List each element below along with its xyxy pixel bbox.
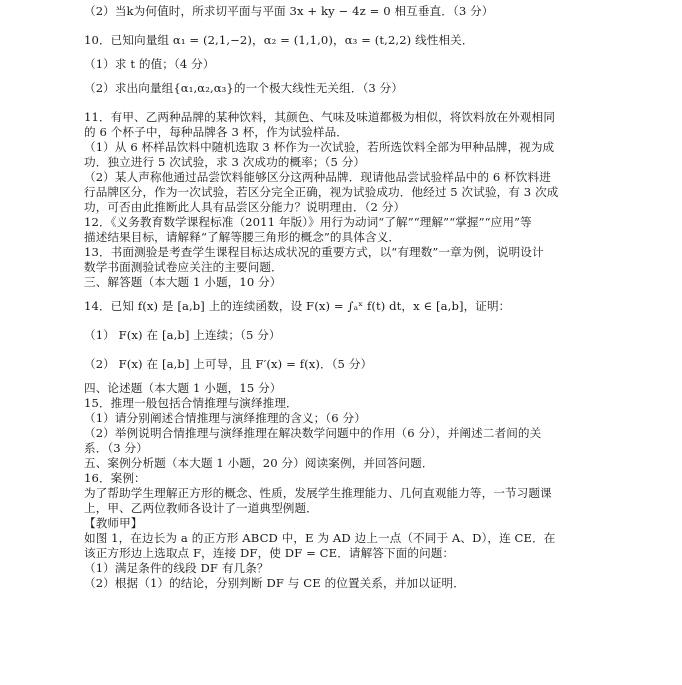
question-10-part-1: （1）求 t 的值；（4 分）	[84, 57, 215, 71]
document-page	[84, 4, 624, 591]
question-12-line-2: 描述结果目标，请解释“了解等腰三角形的概念”的具体含义．	[84, 230, 401, 244]
question-15-part-2-line-2: 系．（3 分）	[84, 441, 148, 455]
teacher-a-problem-line-2: 该正方形边上选取点 F，连接 DF，使 DF = CE．请解答下面的问题：	[84, 546, 455, 560]
teacher-a-question-2: （2）根据（1）的结论，分别判断 DF 与 CE 的位置关系，并加以证明．	[84, 576, 465, 590]
section-4-heading: 四、论述题（本大题 1 小题，15 分）	[84, 381, 282, 395]
section-5-heading: 五、案例分析题（本大题 1 小题，20 分）阅读案例，并回答问题．	[84, 456, 434, 470]
section-3-heading: 三、解答题（本大题 1 小题，10 分）	[84, 275, 282, 289]
teacher-a-heading: 【教师甲】	[84, 516, 143, 530]
case-intro-line-1: 为了帮助学生理解正方形的概念、性质，发展学生推理能力、几何直观能力等，一节习题课	[84, 486, 552, 500]
question-10-part-2: （2）求出向量组{α₁,α₂,α₃}的一个极大线性无关组．（3 分）	[84, 81, 404, 95]
question-10: 10．已知向量组 α₁ = (2,1,−2)，α₂ = (1,1,0)，α₃ = (t,2,2) 线性相关．	[84, 33, 474, 47]
question-9-part-2: （2）当k为何值时，所求切平面与平面 3x + ky − 4z = 0 相互垂直．（3 分）	[84, 4, 494, 18]
question-11-part-1-line-1: （1）从 6 杯样品饮料中随机选取 3 杯作为一次试验，若所选饮料全部为甲种品牌，视为成	[84, 140, 555, 154]
question-11-line-1: 11．有甲、乙两种品牌的某种饮料，其颜色、气味及味道都极为相似，将饮料放在外观相同	[84, 110, 556, 124]
question-11-part-2-line-3: 功，可否由此推断此人具有品尝区分能力？说明理由．（2 分）	[84, 200, 406, 214]
question-11-part-1-line-2: 功．独立进行 5 次试验，求 3 次成功的概率；（5 分）	[84, 155, 366, 169]
question-14-part-2: （2） F(x) 在 [a,b] 上可导，且 F′(x) = f(x)．（5 分）	[84, 357, 373, 371]
question-14: 14．已知 f(x) 是 [a,b] 上的连续函数，设 F(x) = ∫ₐˣ f(t) dt，x ∈ [a,b]，证明：	[84, 299, 511, 313]
question-15-part-2-line-1: （2）举例说明合情推理与演绎推理在解决数学问题中的作用（6 分），并阐述二者间的关	[84, 426, 542, 440]
question-13-line-2: 数学书面测验试卷应关注的主要问题．	[84, 260, 283, 274]
question-11-line-2: 的 6 个杯子中，每种品牌各 3 杯，作为试验样品．	[84, 125, 348, 139]
question-12-line-1: 12．《义务教育数学课程标准（2011 年版）》用行为动词“了解”“理解”“掌握”“应用”等	[84, 215, 532, 229]
question-11-part-2-line-2: 行品牌区分，作为一次试验，若区分完全正确，视为试验成功．他经过 5 次试验，有 3 次成	[84, 185, 559, 199]
question-14-part-1: （1） F(x) 在 [a,b] 上连续；（5 分）	[84, 328, 281, 342]
question-15: 15．推理一般包括合情推理与演绎推理．	[84, 396, 298, 410]
teacher-a-problem-line-1: 如图 1，在边长为 a 的正方形 ABCD 中，E 为 AD 边上一点（不同于 A、D），连 CE．在	[84, 531, 556, 545]
question-16: 16．案例：	[84, 471, 146, 485]
question-15-part-1: （1）请分别阐述合情推理与演绎推理的含义；（6 分）	[84, 411, 366, 425]
case-intro-line-2: 上，甲、乙两位教师各设计了一道典型例题．	[84, 501, 318, 515]
question-11-part-2-line-1: （2）某人声称他通过品尝饮料能够区分这两种品牌．现请他品尝试验样品中的 6 杯饮料进	[84, 170, 551, 184]
teacher-a-question-1: （1）满足条件的线段 DF 有几条？	[84, 561, 269, 575]
question-13-line-1: 13．书面测验是考查学生课程目标达成状况的重要方式，以“有理数”一章为例，说明设计	[84, 245, 544, 259]
